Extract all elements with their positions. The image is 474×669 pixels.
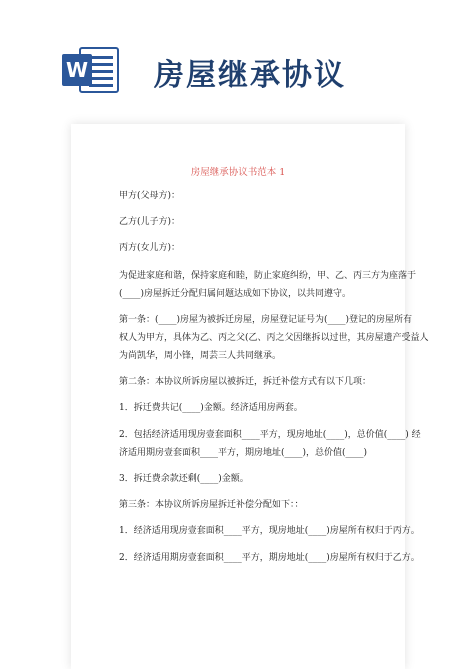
list-item: 3．拆迁费余款还剩(____)金额。 xyxy=(119,474,249,484)
paragraph-line: 第二条：本协议所诉房屋以被拆迁，拆迁补偿方式有以下几项： xyxy=(119,377,372,387)
paragraph-line: (____)房屋拆迁分配归属问题达成如下协议，以共同遵守。 xyxy=(119,289,352,299)
word-document-icon xyxy=(62,44,120,96)
party-a-line: 甲方(父母方)： xyxy=(119,191,181,201)
paragraph-line: 为促进家庭和谐，保持家庭和睦，防止家庭纠纷，甲、乙、丙三方为座落于 xyxy=(119,271,417,281)
paragraph-line: 第一条：(____)房屋为被拆迁房屋，房屋登记证号为(____)登记的房屋所有 xyxy=(119,315,413,325)
document-page xyxy=(71,124,429,669)
list-item: 1．拆迁费共记(____)金额。经济适用房两套。 xyxy=(119,403,303,413)
party-b-line: 乙方(儿子方)： xyxy=(119,217,181,227)
paragraph-line: 权人为甲方，具体为乙、丙之父(乙、丙之父因继拆以过世，其房屋遗产受益人 xyxy=(119,333,429,343)
list-item: 1．经济适用现房壹套面积____平方，现房地址(____)房屋所有权归于丙方。 xyxy=(119,526,420,536)
document-title: 房屋继承协议书范本 1 xyxy=(190,167,286,178)
svg-text:W: W xyxy=(65,58,89,82)
paragraph-line: 第三条：本协议所诉房屋拆迁补偿分配如下：： xyxy=(119,500,304,510)
list-item: 2．经济适用期房壹套面积____平方，期房地址(____)房屋所有权归于乙方。 xyxy=(119,553,420,563)
list-item: 2．包括经济适用现房壹套面积____平方，现房地址(____)，总价值(____) 经 xyxy=(119,430,421,440)
header-banner xyxy=(0,0,474,120)
list-item: 济适用期房壹套面积____平方，期房地址(____)，总价值(____) xyxy=(119,448,368,458)
header-title: 房屋继承协议 xyxy=(154,58,346,93)
party-c-line: 丙方(女儿方)： xyxy=(119,243,181,253)
paragraph-line: 为尚凯华，周小锋，周芸三人共同继承。 xyxy=(119,351,282,361)
